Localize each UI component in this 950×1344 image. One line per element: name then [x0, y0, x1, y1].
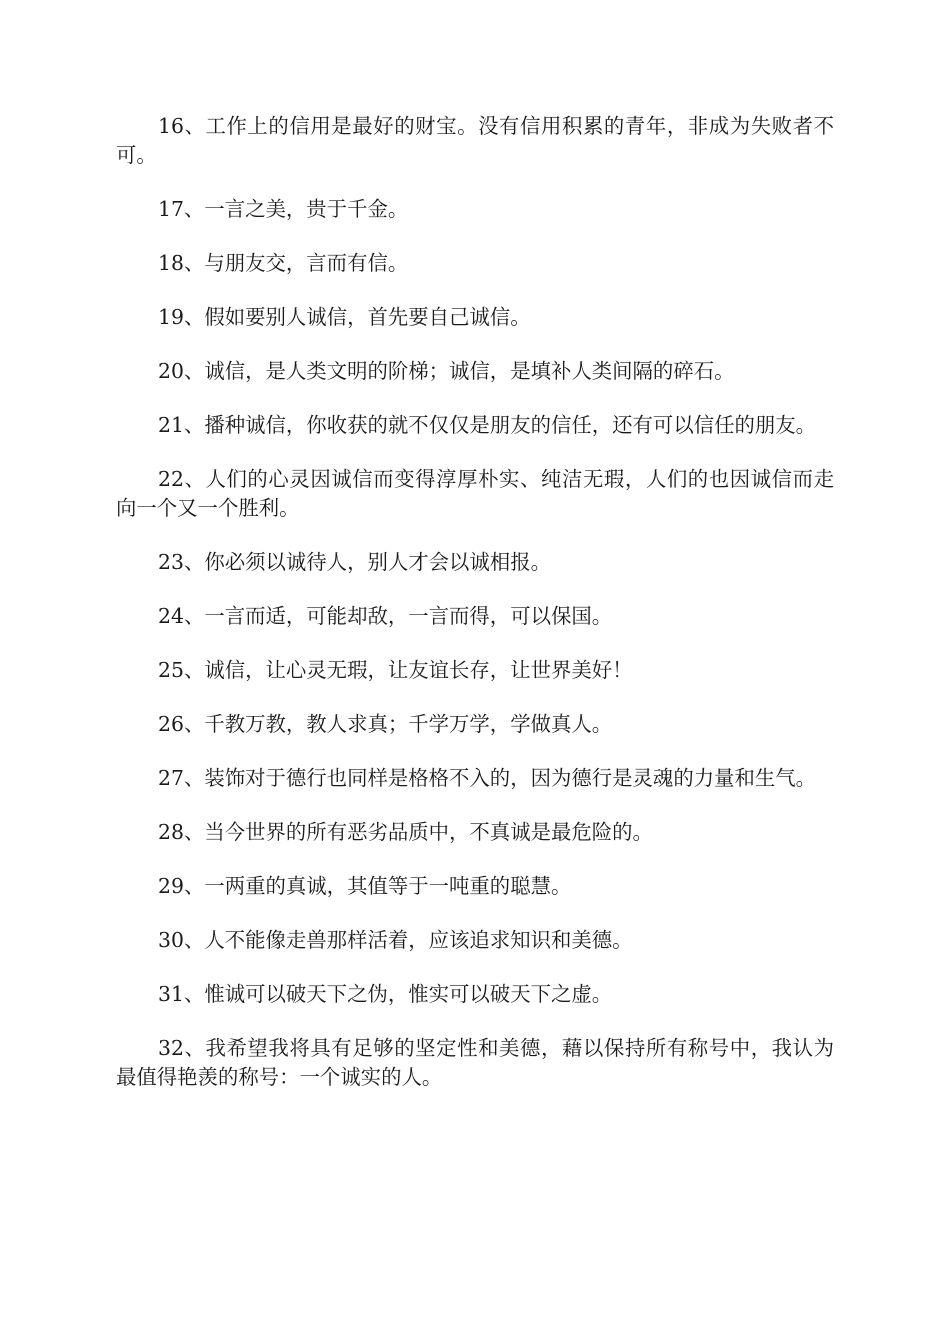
quote-paragraph-21: 21、播种诚信，你收获的就不仅仅是朋友的信任，还有可以信任的朋友。	[158, 413, 817, 437]
quote-paragraph-28: 28、当今世界的所有恶劣品质中，不真诚是最危险的。	[158, 820, 653, 844]
quote-paragraph-23: 23、你必须以诚待人，别人才会以诚相报。	[158, 550, 551, 574]
quote-paragraph-19: 19、假如要别人诚信，首先要自己诚信。	[158, 305, 531, 329]
quote-paragraph-16: 16、工作上的信用是最好的财宝。没有信用积累的青年，非成为失败者不可。	[116, 114, 834, 167]
quote-paragraph-32: 32、我希望我将具有足够的坚定性和美德，藉以保持所有称号中，我认为最值得艳羡的称号：一个诚实的人。	[116, 1036, 834, 1089]
quote-paragraph-25: 25、诚信，让心灵无瑕，让友谊长存，让世界美好！	[158, 658, 633, 682]
quote-paragraph-20: 20、诚信，是人类文明的阶梯；诚信，是填补人类间隔的碎石。	[158, 359, 735, 383]
quote-paragraph-18: 18、与朋友交，言而有信。	[158, 251, 409, 275]
quote-paragraph-30: 30、人不能像走兽那样活着，应该追求知识和美德。	[158, 928, 633, 952]
quote-paragraph-29: 29、一两重的真诚，其值等于一吨重的聪慧。	[158, 874, 572, 898]
quote-paragraph-26: 26、千教万教，教人求真；千学万学，学做真人。	[158, 712, 613, 736]
quote-paragraph-17: 17、一言之美，贵于千金。	[158, 197, 409, 221]
quote-paragraph-22: 22、人们的心灵因诚信而变得淳厚朴实、纯洁无瑕，人们的也因诚信而走向一个又一个胜利。	[116, 467, 834, 520]
quote-paragraph-31: 31、惟诚可以破天下之伪，惟实可以破天下之虚。	[158, 982, 613, 1006]
quote-paragraph-27: 27、装饰对于德行也同样是格格不入的，因为德行是灵魂的力量和生气。	[158, 766, 817, 790]
quote-paragraph-24: 24、一言而适，可能却敌，一言而得，可以保国。	[158, 604, 613, 628]
document-body	[116, 112, 834, 1117]
